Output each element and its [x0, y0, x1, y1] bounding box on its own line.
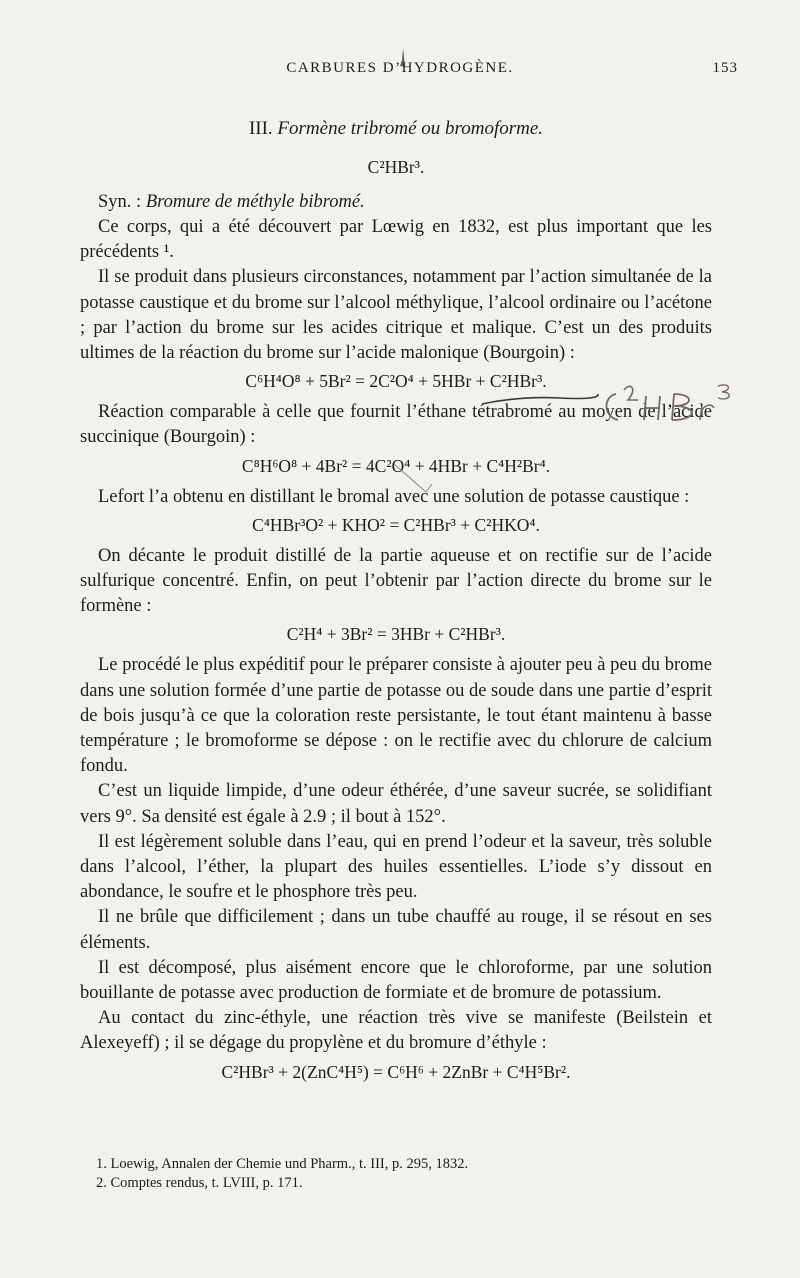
pencil-mark	[392, 462, 436, 498]
running-title: CARBURES D’HYDROGÈNE.	[286, 60, 514, 76]
paragraph-production: Il se produit dans plusieurs circonstances, notamment par l’action simultanée de la potasse caustique et du brome sur l’alcool méthylique, l’alcool ordinaire ou l’acétone ; par l’action du brome sur les acides citrique et malique. C’est un des produits ultimes de la réaction du brome sur l’acide malonique (Bourgoin) :	[80, 267, 712, 364]
footnote-1: 1. Loewig, Annalen der Chemie und Pharm., t. III, p. 295, 1832.	[96, 1156, 469, 1172]
paragraph-decant: On décante le produit distillé de la partie aqueuse et on rectifie sur de l’acide sulfurique concentré. Enfin, on peut l’obtenir par l’action directe du brome sur le formène :	[80, 545, 712, 617]
equation-formene: C²H⁴ + 3Br² = 3HBr + C²HBr³.	[286, 624, 506, 645]
equation-malonic: C⁶H⁴O⁸ + 5Br² = 2C²O⁴ + 5HBr + C²HBr³.	[245, 371, 547, 392]
section-title-text: III. Formène tribromé ou bromoforme.	[248, 118, 544, 139]
section-formula: C²HBr³.	[367, 157, 425, 177]
synonym-line: Syn. : Bromure de méthyle bibromé.	[98, 192, 365, 212]
paragraph-solubility: Il est légèrement soluble dans l’eau, qui en prend l’odeur et la saveur, très soluble dans l’alcool, l’éther, la plupart des huiles essentielles. L’iode s’y dissout en abondance, le soufre et le phosphore très peu.	[80, 831, 712, 903]
paragraph-properties: C’est un liquide limpide, d’une odeur éthérée, d’une saveur sucrée, se solidifiant vers 9°. Sa densité est égale à 2.9 ; il bout à 152°.	[80, 781, 712, 827]
equation-succinic: C⁸H⁶O⁸ + 4Br² = 4C²O⁴ + 4HBr + C⁴H²Br⁴.	[241, 455, 551, 476]
paragraph-discovery: Ce corps, qui a été découvert par Lœwig en 1832, est plus important que les précédents ¹.	[80, 217, 712, 263]
paragraph-succinic: Réaction comparable à celle que fournit l’éthane tétrabromé au moyen de l’acide succinique (Bourgoin) :	[80, 402, 712, 448]
page-number: 153	[712, 60, 738, 76]
footnote-2: 2. Comptes rendus, t. LVIII, p. 171.	[96, 1175, 303, 1191]
paragraph-decomposition: Il est décomposé, plus aisément encore que le chloroforme, par une solution bouillante de potasse avec production de formiate et de bromure de potassium.	[80, 957, 712, 1004]
equation-zinc-ethyl: C²HBr³ + 2(ZnC⁴H⁵) = C⁶H⁶ + 2ZnBr + C⁴H⁵Br².	[221, 1061, 571, 1082]
section-title	[80, 118, 712, 140]
handwritten-annotation	[598, 380, 738, 426]
paragraph-zinc-ethyl: Au contact du zinc-éthyle, une réaction très vive se manifeste (Beilstein et Alexeyeff) ; il se dégage du propylène et du bromure d’éthyle :	[80, 1008, 712, 1054]
body-text	[80, 118, 712, 1091]
ink-strikethrough	[480, 392, 600, 406]
equation-bromal: C⁴HBr³O² + KHO² = C²HBr³ + C²HKO⁴.	[252, 514, 540, 535]
running-header	[0, 60, 800, 82]
paragraph-lefort: Lefort l’a obtenu en distillant le bromal avec une solution de potasse caustique :	[98, 486, 690, 507]
paragraph-procedure: Le procédé le plus expéditif pour le préparer consiste à ajouter peu à peu du brome dans une solution formée d’une partie de potasse ou de soude dans une partie d’esprit de bois jusqu’à ce que la coloration reste persistante, le tout étant maintenu à basse température ; le bromoforme se dépose : on le rectifie avec du chlorure de calcium fondu.	[80, 655, 712, 777]
paragraph-combustion: Il ne brûle que difficilement ; dans un tube chauffé au rouge, il se résout en ses éléments.	[80, 907, 712, 953]
footnotes	[80, 1155, 712, 1193]
